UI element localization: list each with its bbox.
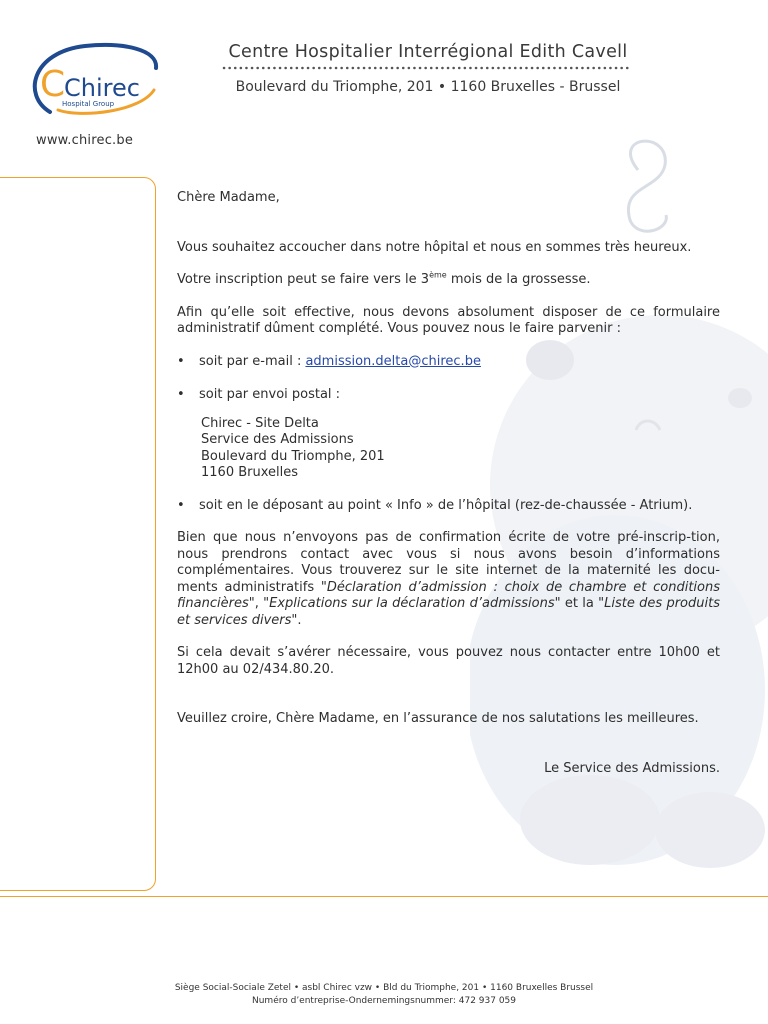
bullet-info: • soit en le déposant au point « Info » de l’hôpital (rez-de-chaussée - Atrium). <box>177 497 693 513</box>
postal-address <box>177 416 720 482</box>
logo-wordmark: Chirec <box>64 74 140 102</box>
address-line: Chirec - Site Delta <box>201 415 319 431</box>
footer-company-number: Numéro d’entreprise-Ondernemingsnummer: 472 937 059 <box>252 996 516 1006</box>
address-line: 1160 Bruxelles <box>201 465 299 480</box>
bullet-post: • soit par envoi postal : <box>177 387 341 402</box>
bullet-email: • soit par e-mail : admission.delta@chirec.be <box>177 353 481 369</box>
letter-body <box>177 190 720 777</box>
footer-address: Siège Social-Sociale Zetel • asbl Chirec vzw • Bld du Triomphe, 201 • 1160 Bruxelles Brussel <box>174 983 594 993</box>
paragraph-confirmation: Bien que nous n’envoyons pas de confirmation écrite de votre pré-inscrip-tion, nous prendrons contact avec vous si nous avons besoin d’informations complémentaires. Vous trouverez sur le site internet de la maternité les docu-ments administratifs "Déclaration d’admission : choix de chambre et conditions financières", "Explications sur la déclaration d’admissions" et la "Liste des produits et services divers". <box>177 530 720 628</box>
signature: Le Service des Admissions. <box>544 760 720 776</box>
bullet-icon: • <box>177 353 185 369</box>
paragraph-intro: Vous souhaitez accoucher dans notre hôpital et nous en sommes très heureux. <box>177 239 692 255</box>
hospital-address: Boulevard du Triomphe, 201 • 1160 Bruxelles - Brussel <box>235 79 621 95</box>
orange-frame <box>0 177 156 891</box>
address-line: Boulevard du Triomphe, 201 <box>201 448 385 464</box>
hospital-name: Centre Hospitalier Interrégional Edith Cavell <box>228 42 628 62</box>
document-title: Liste des produits et services divers <box>177 596 720 628</box>
address-line: Service des Admissions <box>201 432 354 447</box>
logo-subtext: Hospital Group <box>62 100 115 108</box>
svg-text:C: C <box>40 64 66 105</box>
paragraph-contact: Si cela devait s’avérer nécessaire, vous pouvez nous contacter entre 10h00 et 12h00 au 02/434.80.20. <box>177 645 720 677</box>
dotted-divider <box>222 64 634 72</box>
website-link[interactable]: www.chirec.be <box>36 133 134 148</box>
document-title: Explications sur la déclaration d’admissions <box>269 596 555 611</box>
footer-divider <box>0 896 768 897</box>
salutation: Chère Madame, <box>177 190 280 205</box>
paragraph-form: Afin qu’elle soit effective, nous devons absolument disposer de ce formulaire administratif dûment complété. Vous pouvez nous le faire parvenir : <box>177 304 720 336</box>
chirec-logo <box>30 40 162 120</box>
closing: Veuillez croire, Chère Madame, en l’assurance de nos salutations les meilleures. <box>177 711 699 726</box>
bullet-icon: • <box>177 387 185 402</box>
logo-swoosh-icon <box>30 40 162 120</box>
email-link[interactable]: admission.delta@chirec.be <box>305 353 481 369</box>
document-title: Déclaration d’admission : choix de chambre et conditions financières <box>177 579 720 611</box>
paragraph-registration: Votre inscription peut se faire vers le 3ème mois de la grossesse. <box>177 270 591 287</box>
bullet-icon: • <box>177 497 185 513</box>
